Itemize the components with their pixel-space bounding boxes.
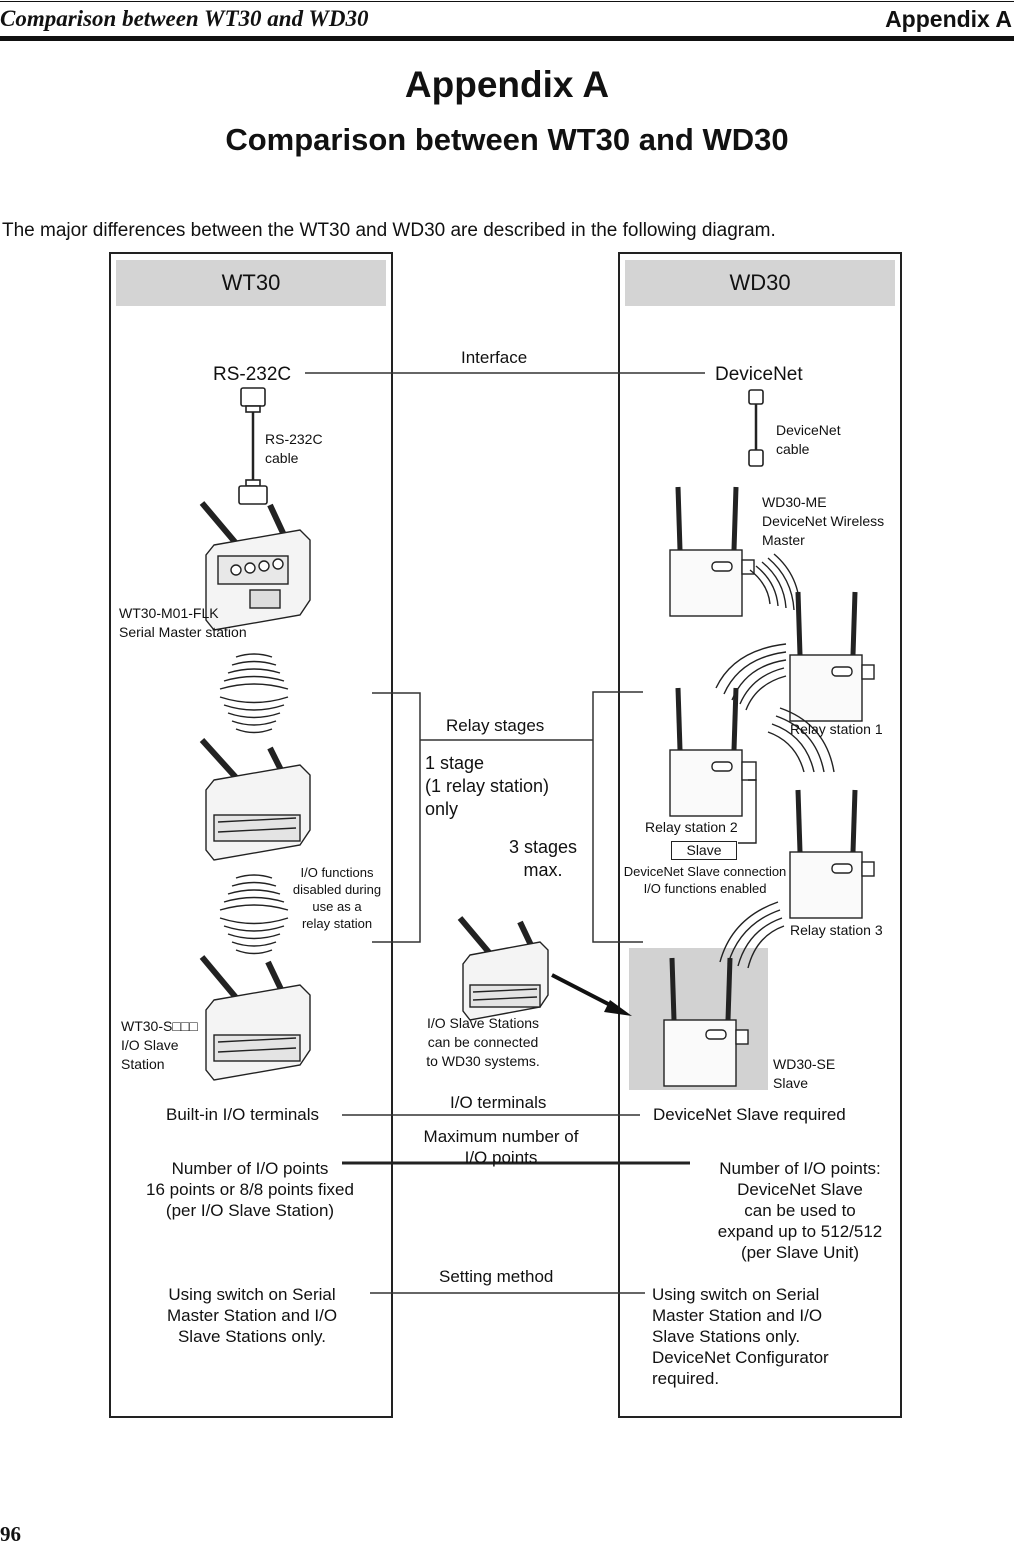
relay-station-1-label: Relay station 1: [790, 721, 883, 737]
wd30-heading: WD30: [625, 260, 895, 306]
io-terminals-label: I/O terminals: [450, 1093, 547, 1112]
wd30-setting: Using switch on Serial Master Station and I/O Slave Stations only. DeviceNet Configurator required.: [652, 1285, 829, 1388]
io-slave-device-icon: [460, 918, 548, 1020]
intro-text: The major differences between the WT30 and WD30 are described in the following diagram.: [2, 220, 776, 241]
wd30-slave-label: WD30-SE Slave: [773, 1056, 836, 1091]
wd30-master-device-icon: [670, 487, 754, 616]
wt30-wave-1-icon: [220, 654, 288, 733]
interface-label: Interface: [461, 348, 528, 367]
wd30-io-points: Number of I/O points: DeviceNet Slave can be used to expand up to 512/512 (per Slave Unit): [717, 1159, 883, 1262]
arrow-icon: [552, 975, 632, 1016]
wd30-slave-device-icon: [664, 958, 748, 1086]
wt30-relay-device-icon: [202, 740, 310, 860]
wt30-heading: WT30: [116, 260, 386, 306]
wd30-relay-bracket: [593, 692, 643, 942]
wd30-relay1-device-icon: [790, 592, 874, 721]
setting-method-label: Setting method: [439, 1267, 554, 1286]
wd30-cable-label: DeviceNet cable: [776, 422, 841, 457]
wd30-master-label: WD30-ME DeviceNet Wireless Master: [762, 494, 885, 548]
wt30-stages-label: 1 stage (1 relay station) only: [425, 753, 550, 819]
slave-box: Slave: [671, 841, 737, 860]
wd30-interface-label: DeviceNet: [715, 364, 803, 385]
wt30-master-label: WT30-M01-FLK Serial Master station: [119, 605, 247, 640]
wt30-relay-note: I/O functions disabled during use as a relay station: [292, 865, 382, 931]
wt30-wave-2-icon: [220, 875, 288, 954]
header-appendix-label: Appendix A: [885, 6, 1012, 32]
page-subtitle: Comparison between WT30 and WD30: [225, 122, 789, 157]
wt30-slave-device-icon: [202, 957, 310, 1080]
relay-stages-label: Relay stages: [446, 716, 545, 735]
wd30-wave-4-icon: [720, 902, 784, 968]
wt30-slave-label: WT30-S□□□ I/O Slave Station: [121, 1018, 198, 1072]
wt30-io-points: Number of I/O points 16 points or 8/8 points fixed (per I/O Slave Station): [146, 1159, 354, 1220]
header-section-title: Comparison between WT30 and WD30: [0, 6, 369, 31]
wt30-io-terminals: Built-in I/O terminals: [166, 1105, 320, 1124]
wd30-io-terminals: DeviceNet Slave required: [653, 1105, 846, 1124]
wd30-wave-2-icon: [716, 644, 786, 710]
max-points-label: Maximum number of I/O points: [423, 1127, 579, 1167]
wt30-interface-label: RS-232C: [213, 364, 292, 385]
relay-station-3-label: Relay station 3: [790, 922, 883, 938]
wd30-wave-1-icon: [750, 554, 800, 612]
wd30-stages-label: 3 stages max.: [508, 837, 578, 880]
page-number: 96: [0, 1522, 21, 1546]
io-slave-note: I/O Slave Stations can be connected to WD30 systems.: [426, 1015, 540, 1069]
wd30-relay3-device-icon: [790, 790, 874, 918]
wd30-slave-note: DeviceNet Slave connection I/O functions enabled: [623, 864, 787, 896]
devicenet-cable-icon: [749, 390, 763, 466]
wt30-setting: Using switch on Serial Master Station and I/O Slave Stations only.: [166, 1285, 338, 1346]
rs232c-cable-icon: [239, 388, 267, 504]
relay-station-2-label: Relay station 2: [645, 819, 738, 835]
page-title: Appendix A: [404, 64, 610, 105]
wt30-cable-label: RS-232C cable: [265, 431, 323, 466]
